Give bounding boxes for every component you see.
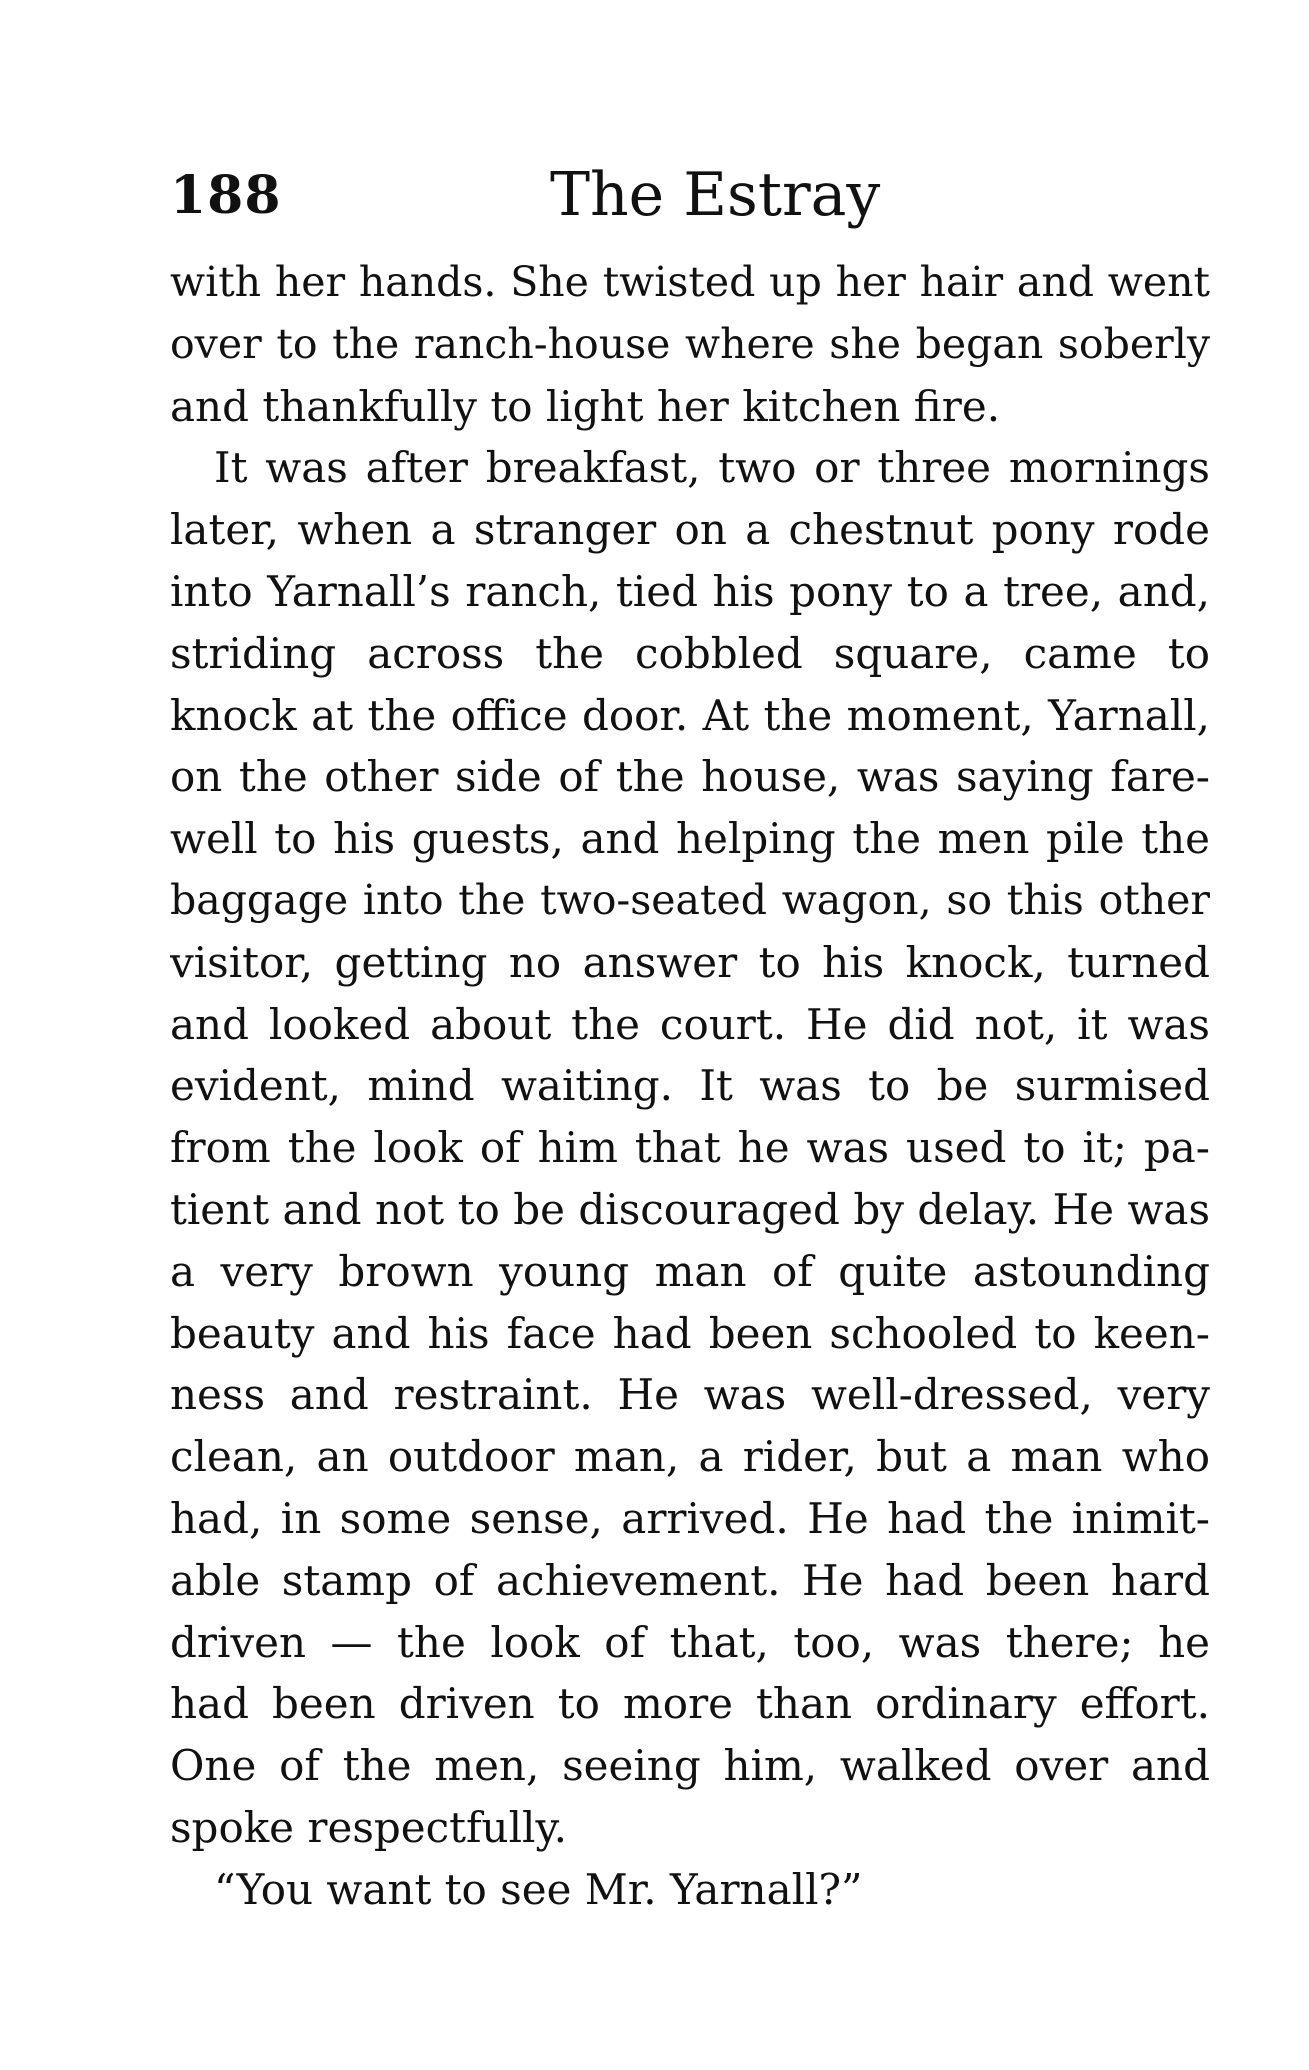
text-line: One of the men, seeing him, walked over and — [170, 1741, 1210, 1791]
running-head — [170, 160, 1210, 240]
text-line: from the look of him that he was used to it; pa- — [170, 1123, 1210, 1173]
text-line: beauty and his face had been schooled to keen- — [170, 1308, 1210, 1358]
text-line: and looked about the court. He did not, it was — [170, 999, 1210, 1049]
text-line: had, in some sense, arrived. He had the inimit- — [170, 1493, 1210, 1543]
text-line: with her hands. She twisted up her hair and went — [170, 258, 1210, 306]
text-line: knock at the office door. At the moment, Yarnall, — [170, 690, 1210, 740]
text-line: on the other side of the house, was saying fare- — [170, 752, 1210, 802]
text-line: “You want to see Mr. Yarnall?” — [214, 1864, 863, 1914]
text-line: well to his guests, and helping the men pile the — [170, 814, 1210, 864]
page-number: 188 — [170, 165, 282, 226]
text-line: had been driven to more than ordinary effort. — [170, 1679, 1210, 1729]
text-line: able stamp of achievement. He had been hard — [170, 1555, 1210, 1605]
running-title: The Estray — [550, 160, 881, 230]
text-line: baggage into the two-seated wagon, so this other — [170, 875, 1210, 924]
text-line: clean, an outdoor man, a rider, but a man who — [170, 1432, 1210, 1482]
text-line: tient and not to be discouraged by delay. He was — [170, 1184, 1210, 1234]
text-line: into Yarnall’s ranch, tied his pony to a tree, and, — [170, 566, 1210, 616]
text-line: a very brown young man of quite astounding — [170, 1246, 1210, 1296]
text-line: spoke respectfully. — [170, 1802, 567, 1852]
text-line: It was after breakfast, two or three mornings — [214, 443, 1210, 493]
text-line: driven — the look of that, too, was there; he — [170, 1617, 1210, 1667]
body-text — [170, 252, 1210, 1921]
text-line: ness and restraint. He was well-dressed, very — [170, 1370, 1210, 1420]
text-line: striding across the cobbled square, came to — [170, 628, 1210, 678]
text-line: evident, mind waiting. It was to be surmised — [170, 1061, 1210, 1111]
text-line: over to the ranch-house where she began soberly — [170, 319, 1210, 368]
text-line: visitor, getting no answer to his knock, turned — [170, 937, 1210, 987]
text-line: later, when a stranger on a chestnut pony rode — [170, 505, 1210, 555]
text-line: and thankfully to light her kitchen fire. — [170, 381, 1001, 431]
